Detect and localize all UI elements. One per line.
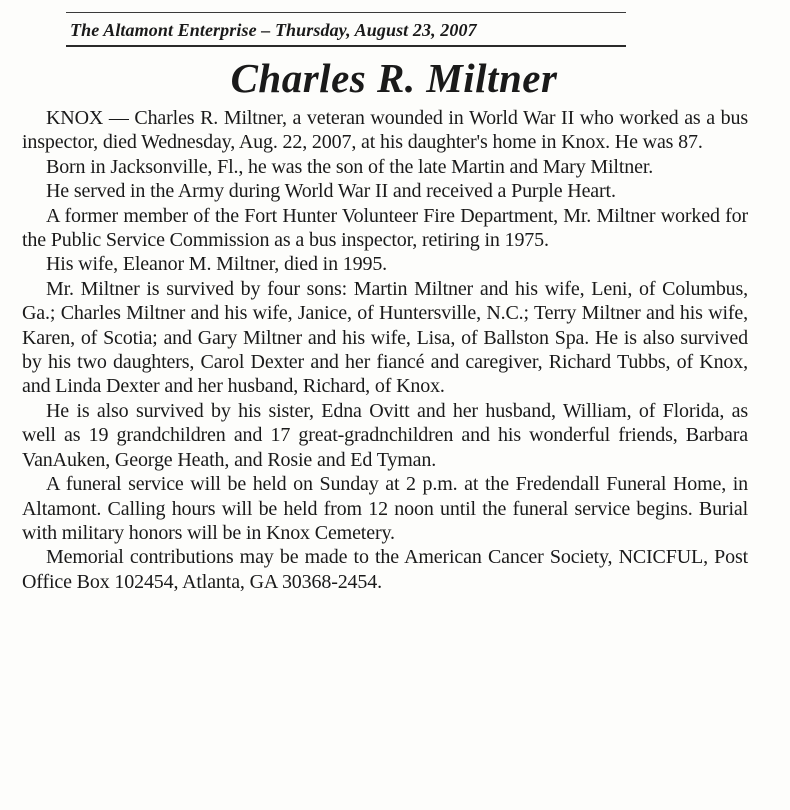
obituary-body xyxy=(22,106,748,594)
paragraph-wife: His wife, Eleanor M. Miltner, died in 1995. xyxy=(46,253,388,276)
paragraph-sister-grandchildren: He is also survived by his sister, Edna Ovitt and her husband, William, of Florida, as well as 19 grandchildren and 17 great-gradnchildren and his wonderful friends, Barbara VanAuken, George Heath, and Rosie and Ed Tyman. xyxy=(22,399,748,471)
obituary-headline: Charles R. Miltner xyxy=(230,55,558,101)
paragraph-birth: Born in Jacksonville, Fl., he was the son of the late Martin and Mary Miltner. xyxy=(46,155,654,178)
paragraph-army-service: He served in the Army during World War II and received a Purple Heart. xyxy=(46,180,616,203)
paragraph-intro: KNOX — Charles R. Miltner, a veteran wounded in World War II who worked as a bus inspector, died Wednesday, Aug. 22, 2007, at his daughter's home in Knox. He was 87. xyxy=(22,107,748,154)
paragraph-memorial-contributions: Memorial contributions may be made to the American Cancer Society, NCICFUL, Post Office Box 102454, Atlanta, GA 30368-2454. xyxy=(22,546,748,593)
masthead-top-rule xyxy=(66,12,626,13)
newspaper-masthead: The Altamont Enterprise – Thursday, August 23, 2007 xyxy=(70,20,477,40)
paragraph-career: A former member of the Fort Hunter Volunteer Fire Department, Mr. Miltner worked for the Public Service Commission as a bus inspector, retiring in 1975. xyxy=(22,204,748,252)
paragraph-funeral-service: A funeral service will be held on Sunday at 2 p.m. at the Fredendall Funeral Home, in Altamont. Calling hours will be held from 12 noon until the funeral service begins. Burial with military honors will be in Knox Cemetery. xyxy=(22,473,748,544)
paragraph-survivors: Mr. Miltner is survived by four sons: Martin Miltner and his wife, Leni, of Columbus, Ga.; Charles Miltner and his wife, Janice, of Huntersville, N.C.; Terry Miltner and his wife, Karen, of Scotia; and Gary Miltner and his wife, Lisa, of Ballston Spa. He is also survived by his two daughters, Carol Dexter and her fiancé and caregiver, Richard Tubbs, of Knox, and Linda Dexter and her husband, Richard, of Knox. xyxy=(22,277,748,398)
masthead-bottom-rule xyxy=(66,45,626,47)
